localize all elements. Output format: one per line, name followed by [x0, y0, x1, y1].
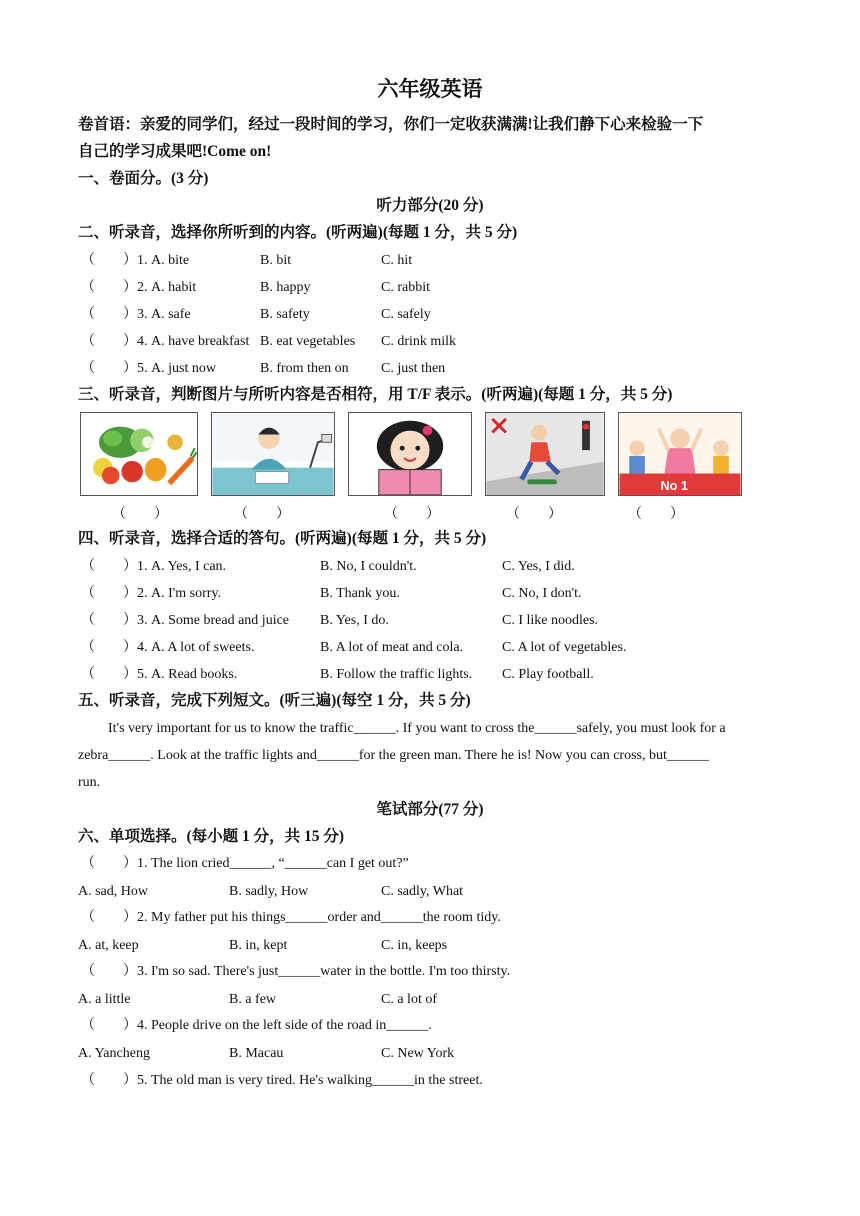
option-c: C. a lot of	[381, 992, 437, 1007]
option-b: B. sadly, How	[229, 884, 309, 899]
cloze-line-2: zebra______. Look at the traffic lights and______for the green man. There he is! Now you can cross, but______	[78, 748, 709, 763]
option-c: C. just then	[381, 361, 446, 376]
question-text: （ ）1. A. Yes, I can.	[81, 559, 227, 574]
option-b: B. a few	[229, 992, 277, 1007]
question-text: （ ）5. The old man is very tired. He's walking______in the street.	[81, 1073, 483, 1088]
question-text: （ ）1. A. bite	[81, 253, 190, 268]
option-b: B. Follow the traffic lights.	[320, 667, 473, 682]
option-b: B. Yes, I do.	[320, 613, 389, 628]
option-c: C. Yes, I did.	[502, 559, 575, 574]
option-b: B. happy	[260, 280, 311, 295]
option-c: C. rabbit	[381, 280, 430, 295]
answer-paren-3: （ ）	[384, 507, 440, 522]
option-b: B. Macau	[229, 1046, 284, 1061]
intro-line-1: 卷首语：亲爱的同学们，经过一段时间的学习，你们一定收获满满!让我们静下心来检验一下	[78, 116, 704, 133]
written-part-header: 笔试部分(77 分)	[376, 801, 484, 818]
picture-boy-running-red-light	[485, 412, 605, 496]
question-text: （ ）4. A. have breakfast	[81, 334, 250, 349]
question-text: （ ）2. A. I'm sorry.	[81, 586, 222, 601]
answer-paren-4: （ ）	[506, 507, 562, 522]
answer-paren-5: （ ）	[628, 507, 684, 522]
question-text: （ ）3. A. Some bread and juice	[81, 613, 290, 628]
section-1-heading: 一、卷面分。(3 分)	[78, 170, 209, 187]
question-text: （ ）3. A. safe	[81, 307, 191, 322]
banner-label: No 1	[660, 479, 688, 494]
picture-girl-reading	[348, 412, 472, 496]
option-c: C. No, I don't.	[502, 586, 582, 601]
cloze-line-3: run.	[78, 775, 101, 790]
section-4-heading: 四、听录音，选择合适的答句。(听两遍)(每题 1 分，共 5 分)	[78, 530, 487, 547]
option-c: C. safely	[381, 307, 431, 322]
option-b: B. in, kept	[229, 938, 288, 953]
option-b: B. No, I couldn't.	[320, 559, 417, 574]
option-b: B. bit	[260, 253, 292, 268]
picture-boy-writing	[211, 412, 335, 496]
option-b: B. A lot of meat and cola.	[320, 640, 464, 655]
option-c: C. hit	[381, 253, 413, 268]
section-5-heading: 五、听录音，完成下列短文。(听三遍)(每空 1 分，共 5 分)	[78, 692, 471, 709]
option-c: C. I like noodles.	[502, 613, 599, 628]
option-b: B. eat vegetables	[260, 334, 356, 349]
section-3-heading: 三、听录音，判断图片与所听内容是否相符，用 T/F 表示。(听两遍)(每题 1 分，共 5 分)	[78, 386, 673, 403]
page-title: 六年级英语	[377, 77, 483, 101]
option-a: A. sad, How	[78, 884, 148, 899]
option-c: C. in, keeps	[381, 938, 448, 953]
option-c: C. New York	[381, 1046, 455, 1061]
question-text: （ ）5. A. Read books.	[81, 667, 238, 682]
section-6-heading: 六、单项选择。(每小题 1 分，共 15 分)	[78, 828, 345, 845]
listening-part-header: 听力部分(20 分)	[376, 197, 484, 214]
option-c: C. A lot of vegetables.	[502, 640, 627, 655]
answer-paren-2: （ ）	[234, 507, 290, 522]
question-text: （ ）2. A. habit	[81, 280, 197, 295]
question-text: （ ）5. A. just now	[81, 361, 216, 376]
answer-paren-1: （ ）	[112, 507, 168, 522]
question-text: （ ）3. I'm so sad. There's just______water in the bottle. I'm too thirsty.	[81, 964, 511, 979]
picture-fruits-vegetables	[80, 412, 198, 496]
option-b: B. safety	[260, 307, 310, 322]
picture-children-cheering	[618, 412, 742, 496]
option-a: A. a little	[78, 992, 131, 1007]
option-c: C. drink milk	[381, 334, 457, 349]
option-c: C. Play football.	[502, 667, 594, 682]
option-c: C. sadly, What	[381, 884, 464, 899]
question-text: （ ）4. A. A lot of sweets.	[81, 640, 255, 655]
option-a: A. Yancheng	[78, 1046, 150, 1061]
question-text: （ ）2. My father put his things______order and______the room tidy.	[81, 910, 501, 925]
question-text: （ ）1. The lion cried______, “______can I get out?”	[81, 856, 409, 871]
option-b: B. Thank you.	[320, 586, 400, 601]
cloze-line-1: It's very important for us to know the traffic______. If you want to cross the______safely, you must look for a	[108, 721, 726, 736]
option-a: A. at, keep	[78, 938, 139, 953]
option-b: B. from then on	[260, 361, 349, 376]
section-2-heading: 二、听录音，选择你所听到的内容。(听两遍)(每题 1 分，共 5 分)	[78, 224, 518, 241]
intro-line-2: 自己的学习成果吧!Come on!	[78, 143, 272, 160]
question-text: （ ）4. People drive on the left side of the road in______.	[81, 1018, 432, 1033]
